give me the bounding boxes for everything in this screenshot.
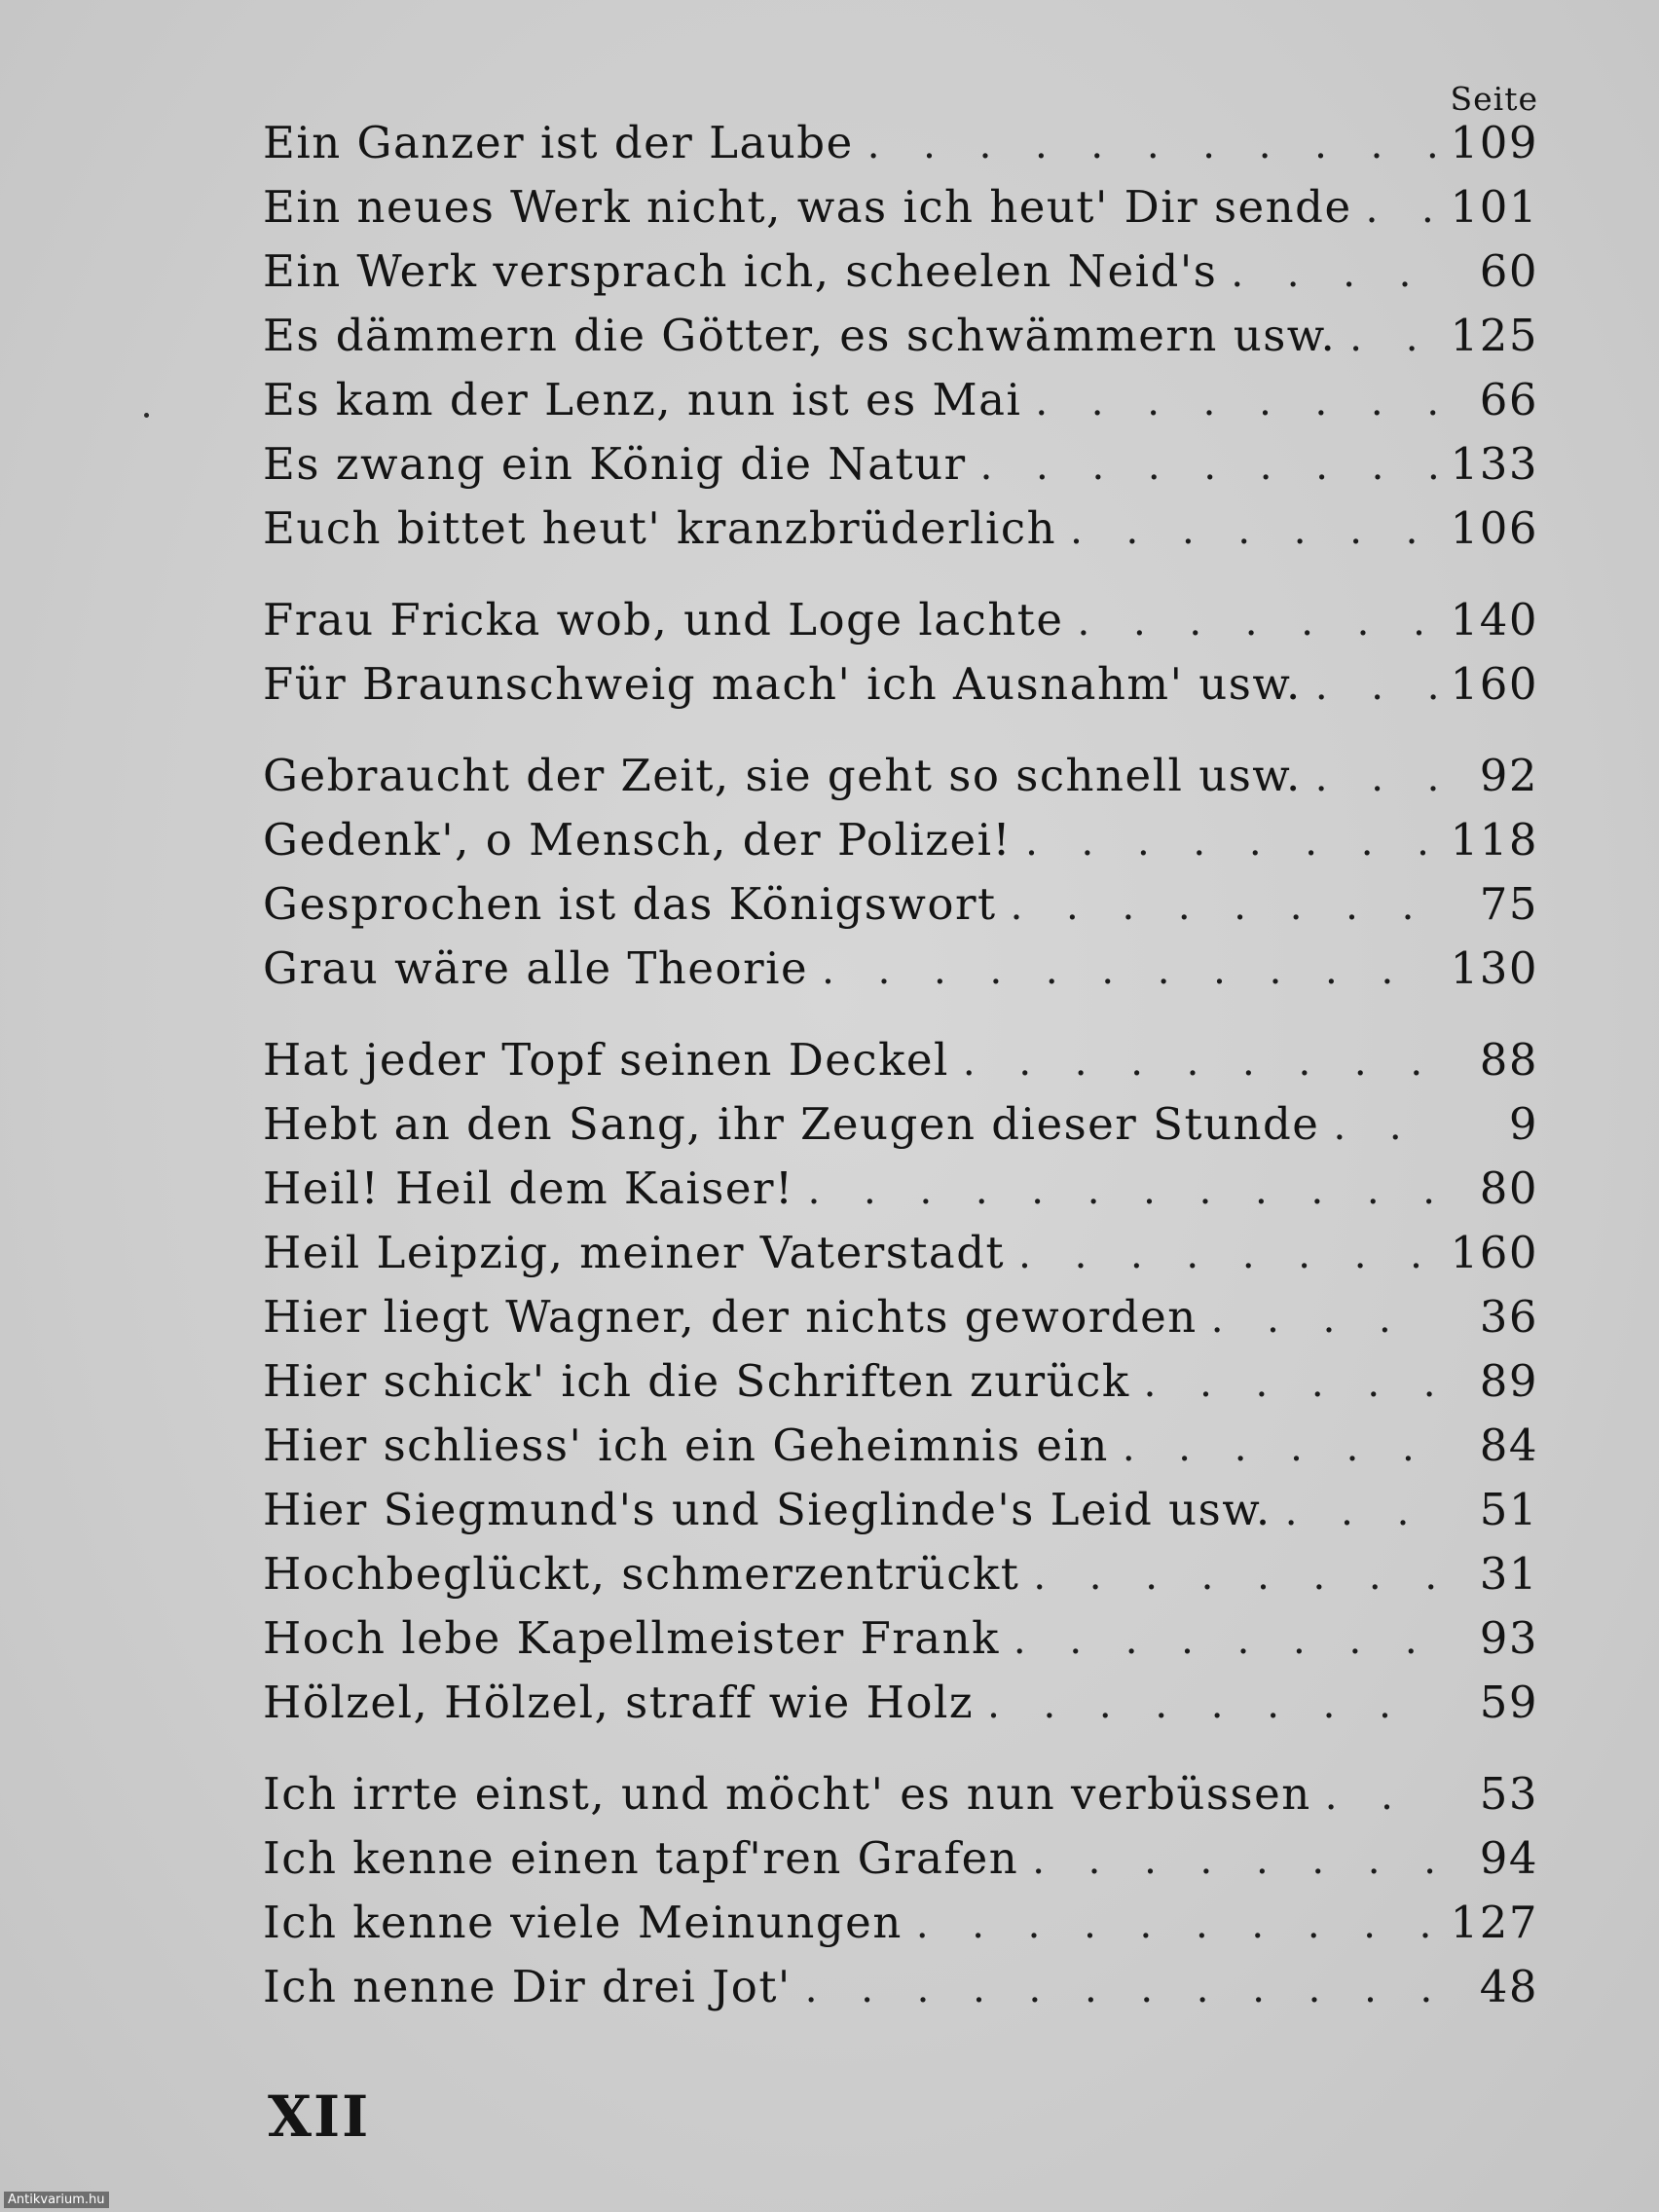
toc-entry-page-number: 140	[1450, 594, 1538, 645]
dot-leader	[980, 444, 1437, 489]
dot-leader	[1211, 1297, 1437, 1342]
toc-entry	[263, 1291, 1538, 1355]
dot-leader	[963, 1040, 1437, 1085]
toc-entry-page-number: 130	[1450, 942, 1538, 994]
dot-leader	[1025, 820, 1436, 865]
toc-entry-page-number: 75	[1479, 878, 1538, 930]
dot-leader	[916, 1902, 1437, 1947]
toc-entry-title: Hier Siegmund's und Sieglinde's Leid usw.	[263, 1484, 1272, 1535]
toc-entry	[263, 942, 1538, 1007]
dot-leader	[1035, 380, 1437, 424]
toc-entry	[263, 181, 1538, 245]
toc-entry-title: Frau Fricka wob, und Loge lachte	[263, 594, 1064, 645]
toc-letter-group	[263, 750, 1538, 1007]
toc-entry-title: Grau wäre alle Theorie	[263, 942, 809, 994]
toc-entry	[263, 1897, 1538, 1961]
toc-entry-title: Ein neues Werk nicht, was ich heut' Dir sende	[263, 181, 1352, 233]
toc-entry-title: Hebt an den Sang, ihr Zeugen dieser Stunde	[263, 1098, 1320, 1150]
dot-leader	[805, 1967, 1437, 2011]
toc-letter-group	[263, 594, 1538, 722]
toc-entry-page-number: 160	[1450, 1227, 1538, 1278]
toc-entry	[263, 245, 1538, 310]
toc-entry	[263, 878, 1538, 942]
toc-entry-title: Ich irrte einst, und möcht' es nun verbüssen	[263, 1768, 1311, 1820]
toc-entry-page-number: 106	[1450, 502, 1538, 554]
toc-entry-page-number: 59	[1479, 1677, 1538, 1728]
toc-entry-title: Ein Ganzer ist der Laube	[263, 117, 854, 168]
toc-entry	[263, 1034, 1538, 1098]
toc-entry-title: Euch bittet heut' kranzbrüderlich	[263, 502, 1057, 554]
roman-page-numeral: XII	[268, 2083, 371, 2150]
toc-entry	[263, 374, 1538, 438]
dot-leader	[1333, 1104, 1437, 1149]
toc-entry-page-number: 133	[1450, 438, 1538, 490]
toc-entry-page-number: 109	[1450, 117, 1538, 168]
toc-entry-title: Gedenk', o Mensch, der Polizei!	[263, 814, 1013, 866]
dot-leader	[1144, 1361, 1437, 1406]
toc-entry	[263, 117, 1538, 181]
toc-entry	[263, 1768, 1538, 1832]
dot-leader	[1231, 251, 1437, 296]
dot-leader	[1325, 1774, 1437, 1819]
toc-entry-page-number: 53	[1479, 1768, 1538, 1820]
dot-leader	[822, 948, 1436, 993]
toc-entry-page-number: 101	[1450, 181, 1538, 233]
toc-entry-title: Ein Werk versprach ich, scheelen Neid's	[263, 245, 1218, 297]
toc-entry-page-number: 84	[1479, 1419, 1538, 1471]
toc-entry-page-number: 31	[1479, 1548, 1538, 1600]
toc-entry-title: Es kam der Lenz, nun ist es Mai	[263, 374, 1022, 425]
toc-entry	[263, 1419, 1538, 1484]
toc-entry	[263, 502, 1538, 567]
toc-entry-title: Hölzel, Hölzel, straff wie Holz	[263, 1677, 975, 1728]
dot-leader	[808, 1168, 1437, 1213]
dot-leader	[867, 123, 1437, 167]
toc-entry-title: Gesprochen ist das Königswort	[263, 878, 997, 930]
dot-leader	[1018, 1233, 1436, 1277]
toc-entry-page-number: 60	[1479, 245, 1538, 297]
dot-leader	[1315, 664, 1437, 709]
toc-entry-title: Es zwang ein König die Natur	[263, 438, 967, 490]
toc-entry	[263, 1832, 1538, 1897]
dot-leader	[1033, 1554, 1437, 1599]
toc-entry	[263, 1162, 1538, 1227]
toc-entry-title: Für Braunschweig mach' ich Ausnahm' usw.	[263, 658, 1302, 710]
toc-entry-title: Ich kenne einen tapf'ren Grafen	[263, 1832, 1019, 1884]
toc-entry	[263, 310, 1538, 374]
toc-entry	[263, 1098, 1538, 1162]
toc-entry-page-number: 125	[1450, 310, 1538, 361]
toc-entry-title: Hat jeder Topf seinen Deckel	[263, 1034, 949, 1086]
toc-entry	[263, 750, 1538, 814]
toc-letter-group	[263, 117, 1538, 567]
toc-entry-page-number: 48	[1479, 1961, 1538, 2012]
toc-entry-title: Ich kenne viele Meinungen	[263, 1897, 903, 1948]
dot-leader	[1285, 1490, 1437, 1534]
dot-leader	[1315, 756, 1437, 800]
toc-entry-title: Hier liegt Wagner, der nichts geworden	[263, 1291, 1198, 1343]
dot-leader	[987, 1682, 1437, 1727]
toc-entry-page-number: 160	[1450, 658, 1538, 710]
table-of-contents	[263, 117, 1538, 2052]
toc-entry	[263, 1355, 1538, 1419]
toc-entry	[263, 1677, 1538, 1741]
toc-entry	[263, 814, 1538, 878]
toc-entry-page-number: 94	[1479, 1832, 1538, 1884]
dot-leader	[1078, 600, 1437, 645]
toc-entry-page-number: 51	[1479, 1484, 1538, 1535]
toc-entry-title: Gebraucht der Zeit, sie geht so schnell usw.	[263, 750, 1302, 801]
toc-entry-title: Hier schliess' ich ein Geheimnis ein	[263, 1419, 1109, 1471]
toc-entry-title: Heil Leipzig, meiner Vaterstadt	[263, 1227, 1006, 1278]
toc-entry-page-number: 36	[1479, 1291, 1538, 1343]
toc-entry	[263, 1484, 1538, 1548]
toc-entry	[263, 1227, 1538, 1291]
dot-leader	[1349, 315, 1436, 360]
dot-leader	[1123, 1425, 1437, 1470]
toc-entry	[263, 1548, 1538, 1612]
toc-entry-page-number: 92	[1479, 750, 1538, 801]
toc-entry-title: Hoch lebe Kapellmeister Frank	[263, 1612, 1000, 1664]
dot-leader	[1014, 1618, 1437, 1663]
toc-entry-title: Hochbeglückt, schmerzentrückt	[263, 1548, 1020, 1600]
toc-entry-page-number: 93	[1479, 1612, 1538, 1664]
toc-entry-page-number: 118	[1450, 814, 1538, 866]
toc-entry-page-number: 66	[1479, 374, 1538, 425]
toc-entry-page-number: 89	[1479, 1355, 1538, 1407]
watermark: Antikvarium.hu	[4, 2192, 109, 2208]
toc-entry-page-number: 9	[1508, 1098, 1538, 1150]
toc-entry-page-number: 88	[1479, 1034, 1538, 1086]
dot-leader	[1366, 187, 1437, 232]
toc-entry-title: Hier schick' ich die Schriften zurück	[263, 1355, 1130, 1407]
dot-leader	[1011, 884, 1437, 929]
page-column-label: Seite	[1450, 80, 1538, 118]
dot-leader	[1032, 1838, 1437, 1883]
toc-entry-page-number: 127	[1450, 1897, 1538, 1948]
toc-entry	[263, 1961, 1538, 2025]
toc-entry	[263, 438, 1538, 502]
paper-speck	[144, 413, 149, 418]
toc-entry	[263, 658, 1538, 722]
toc-entry-title: Heil! Heil dem Kaiser!	[263, 1162, 794, 1214]
toc-letter-group	[263, 1034, 1538, 1741]
toc-entry	[263, 594, 1538, 658]
toc-entry-title: Ich nenne Dir drei Jot'	[263, 1961, 792, 2012]
toc-entry-title: Es dämmern die Götter, es schwämmern usw.	[263, 310, 1337, 361]
toc-letter-group	[263, 1768, 1538, 2025]
toc-entry	[263, 1612, 1538, 1677]
dot-leader	[1070, 508, 1437, 553]
toc-entry-page-number: 80	[1479, 1162, 1538, 1214]
